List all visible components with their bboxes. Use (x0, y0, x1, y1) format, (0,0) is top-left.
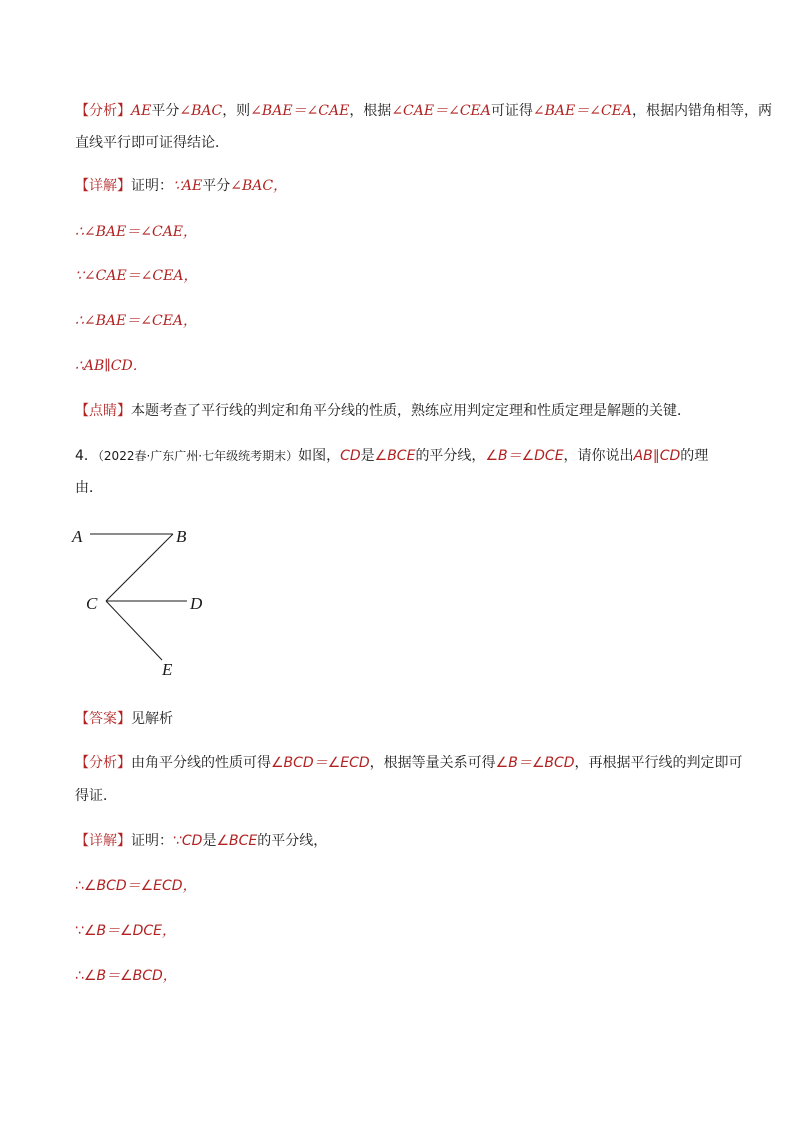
q3-step-1: ∴∠BAE＝∠CAE， (75, 224, 198, 240)
analysis-text: ，根据等量关系可得 (369, 755, 496, 771)
q4-step-3: ∴∠B＝∠BCD， (75, 968, 177, 984)
q4-stem-line1 (75, 446, 725, 466)
stem-text: 的理 (680, 448, 709, 464)
math-expr: ∠BCD＝∠ECD (271, 755, 370, 771)
math-expr: CD (340, 448, 361, 464)
math-expr: ∵CD (173, 833, 203, 849)
q3-step-3: ∴∠BAE＝∠CEA， (75, 313, 198, 329)
detail-text: 平分 (202, 178, 231, 194)
question-number: 4． (75, 448, 98, 464)
detail-text: 的平分线， (257, 833, 328, 849)
math-expr: ∠BCE (374, 448, 416, 464)
detail-tag: 【详解】 (75, 178, 131, 194)
comment-text: 本题考查了平行线的判定和角平分线的性质，熟练应用判定定理和性质定理是解题的关键． (131, 403, 691, 419)
math-expr: ∠BAC (179, 103, 223, 119)
detail-text: 证明： (131, 833, 173, 849)
analysis-text: ，则 (222, 103, 251, 119)
analysis-text: 可证得 (490, 103, 533, 119)
label-c: C (86, 594, 98, 613)
q4-analysis-line1 (75, 753, 743, 773)
q3-step-4: ∴AB∥CD． (75, 358, 147, 374)
answer-tag: 【答案】 (75, 711, 131, 727)
segment-ce (106, 601, 162, 660)
geometry-figure (60, 520, 230, 690)
analysis-text: 平分 (151, 103, 180, 119)
math-expr: ∠BAE＝∠CAE (250, 103, 350, 119)
analysis-tag: 【分析】 (75, 755, 131, 771)
q3-step-2: ∵∠CAE＝∠CEA， (75, 268, 198, 284)
math-expr: AE (131, 103, 152, 119)
math-expr: ∠B＝∠BCD (495, 755, 575, 771)
label-b: B (176, 527, 187, 546)
math-expr: ∠BAC， (230, 178, 288, 194)
comment-tag: 【点睛】 (75, 403, 131, 419)
q4-answer (75, 709, 725, 729)
math-expr: ∵AE (173, 178, 203, 194)
segment-bc (106, 534, 173, 601)
q3-analysis-line1 (75, 101, 772, 121)
math-expr: AB∥CD (633, 448, 681, 464)
stem-text: 是 (360, 448, 375, 464)
analysis-text: ，根据内错角相等，两 (631, 103, 772, 119)
math-expr: ∠CAE＝∠CEA (391, 103, 491, 119)
analysis-text: ，根据 (349, 103, 392, 119)
label-d: D (190, 594, 203, 613)
detail-text: 证明： (131, 178, 173, 194)
stem-text: 如图， (298, 448, 341, 464)
math-expr: ∠BAE＝∠CEA (532, 103, 632, 119)
analysis-text: 由角平分线的性质可得 (131, 755, 271, 771)
answer-text: 见解析 (131, 711, 173, 727)
analysis-tag: 【分析】 (75, 103, 131, 119)
q4-analysis-line2: 得证． (75, 788, 117, 804)
label-a: A (72, 527, 83, 546)
label-e: E (162, 660, 173, 679)
analysis-text: ，再根据平行线的判定即可 (574, 755, 743, 771)
q3-comment (75, 401, 725, 421)
q3-detail-header (75, 176, 725, 196)
math-expr: ∠B＝∠DCE (485, 448, 564, 464)
detail-tag: 【详解】 (75, 833, 131, 849)
stem-text: 的平分线， (415, 448, 486, 464)
math-expr: ∠BCE (216, 833, 258, 849)
q3-analysis-line2: 直线平行即可证得结论． (75, 135, 229, 151)
detail-text: 是 (202, 833, 217, 849)
q4-detail-header (75, 831, 725, 851)
question-source: （2022春·广东广州·七年级统考期末） (97, 449, 299, 463)
q4-stem-line2: 由． (75, 480, 103, 496)
q4-step-2: ∵∠B＝∠DCE， (75, 923, 177, 939)
stem-text: ，请你说出 (563, 448, 634, 464)
q4-step-1: ∴∠BCD＝∠ECD， (75, 878, 197, 894)
